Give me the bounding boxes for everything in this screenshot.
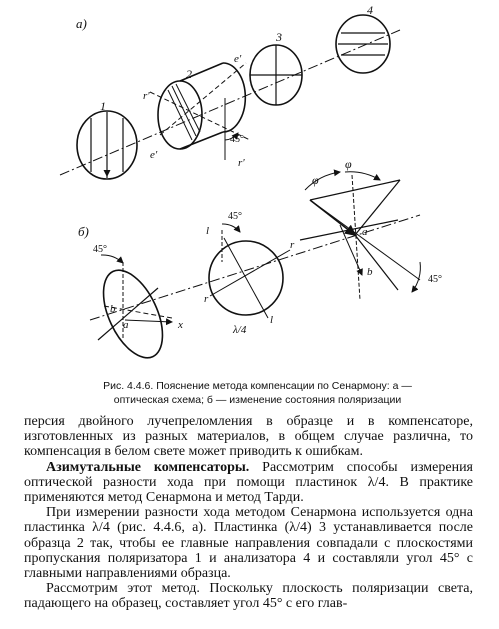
paragraph-3: При измерении разности хода методом Сенармона используется одна пластинка λ/4 (рис. 4.4.6, а). Пластинка (λ/4) 3 устанавливается после образца 2 так, чтобы ее главные направления совпадали с плоскостями пропускания поляризатора 1 и анализатора 4 и составляли угол 45° с главными направлениями образца. bbox=[24, 505, 473, 582]
quarter-wave-plate-3 bbox=[250, 45, 302, 105]
angle-45-a: 45° bbox=[230, 134, 244, 145]
body-text bbox=[24, 414, 473, 612]
angle-45-b-right: 45° bbox=[428, 274, 442, 285]
label-e-prime-top: e' bbox=[234, 53, 242, 65]
label-l-low: l bbox=[270, 314, 274, 326]
analyzer-state-diagram bbox=[300, 172, 420, 300]
label-b-right: b bbox=[367, 266, 373, 278]
label-e-prime-bottom: e' bbox=[150, 149, 158, 161]
label-3: 3 bbox=[276, 30, 282, 44]
caption-line-2: оптическая схема; б — изменение состояния поляризации bbox=[113, 394, 402, 406]
label-a-right: a bbox=[362, 226, 368, 238]
quarter-wave-plate-b bbox=[209, 224, 290, 318]
figure-caption bbox=[60, 379, 455, 407]
paragraph-2-text: Рассмотрим способы измерения оптической разности хода при помощи пластинок λ/4. В практике применяются метод Сенармона и метод Тарди. bbox=[24, 459, 473, 506]
label-r-mid: r bbox=[290, 239, 295, 251]
label-l-top: l bbox=[206, 225, 210, 237]
label-r-prime-bottom: r' bbox=[238, 157, 245, 169]
label-r-prime-left: r' bbox=[143, 90, 150, 102]
panel-a-label: а) bbox=[76, 16, 87, 31]
angle-45-b-left: 45° bbox=[93, 244, 107, 255]
label-phi-right: φ bbox=[345, 157, 352, 171]
panel-b-label: б) bbox=[78, 224, 89, 239]
label-4: 4 bbox=[367, 3, 373, 17]
label-phi-left: φ bbox=[312, 173, 319, 187]
paragraph-1: персия двойного лучепреломления в образце и в компенсаторе, изготовленных из разных материалов, в общем случае различна, то компенсация в белом свете может приводить к ошибкам. bbox=[24, 414, 473, 460]
label-2: 2 bbox=[186, 67, 192, 81]
label-x: x bbox=[178, 319, 183, 331]
polarizer-1 bbox=[77, 111, 137, 179]
label-quarter-wave: λ/4 bbox=[233, 324, 247, 336]
paragraph-2 bbox=[24, 460, 473, 506]
label-a-left: a bbox=[123, 319, 129, 331]
angle-45-b-mid: 45° bbox=[228, 211, 242, 222]
optical-axis-a bbox=[60, 30, 400, 175]
paragraph-4: Рассмотрим этот метод. Поскольку плоскость поляризации света, падающего на образец, составляет угол 45° с его глав- bbox=[24, 581, 473, 612]
caption-line-1: Рис. 4.4.6. Пояснение метода компенсации по Сенармону: а — bbox=[103, 380, 412, 392]
label-1: 1 bbox=[100, 99, 106, 113]
section-heading: Азимутальные компенсаторы. bbox=[46, 459, 250, 475]
incident-polarization-ellipse bbox=[91, 255, 174, 367]
label-b-left: b bbox=[110, 303, 116, 315]
label-r-low: r bbox=[204, 293, 209, 305]
analyzer-4 bbox=[336, 15, 390, 73]
